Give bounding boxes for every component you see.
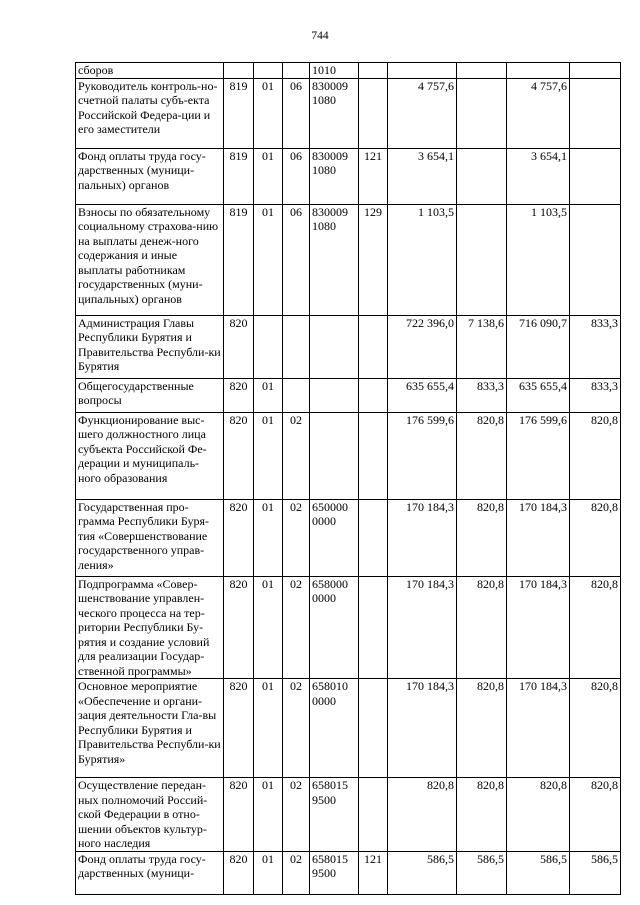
subsection-code (283, 63, 310, 79)
row-name: Осуществление передан-ных полномочий Россий-ской Федерации в отно-шении объектов культур-ного наследия (76, 778, 224, 852)
amount-federal-next-year: 820,8 (570, 499, 621, 576)
amount-total: 820,8 (388, 778, 457, 852)
amount-next-year: 586,5 (507, 851, 570, 894)
target-article-code: 658010 0000 (310, 679, 359, 778)
target-article-code (310, 412, 359, 499)
org-code: 820 (224, 315, 254, 378)
amount-federal-next-year (570, 78, 621, 148)
amount-federal-next-year: 833,3 (570, 315, 621, 378)
subsection-code: 06 (283, 204, 310, 315)
section-code: 01 (254, 378, 283, 412)
row-name: Основное мероприятие «Обеспечение и органи-зация деятельности Гла-вы Республики Бурятия и Правительства Республи-ки Бурятия» (76, 679, 224, 778)
row-name: Общегосударственные вопросы (76, 378, 224, 412)
amount-federal-next-year (570, 63, 621, 79)
subsection-code: 02 (283, 778, 310, 852)
amount-next-year: 820,8 (507, 778, 570, 852)
section-code: 01 (254, 204, 283, 315)
amount-federal-next-year: 820,8 (570, 778, 621, 852)
table-row (76, 778, 621, 852)
target-article-code: 650000 0000 (310, 499, 359, 576)
table-row (76, 78, 621, 148)
amount-federal: 833,3 (457, 378, 507, 412)
amount-federal: 586,5 (457, 851, 507, 894)
amount-next-year: 170 184,3 (507, 679, 570, 778)
section-code: 01 (254, 576, 283, 679)
row-name: Фонд оплаты труда госу-дарственных (муници- (76, 851, 224, 894)
org-code: 820 (224, 499, 254, 576)
target-article-code: 658000 0000 (310, 576, 359, 679)
target-article-code: 830009 1080 (310, 204, 359, 315)
section-code: 01 (254, 412, 283, 499)
org-code: 820 (224, 412, 254, 499)
amount-next-year: 170 184,3 (507, 499, 570, 576)
table-row (76, 679, 621, 778)
expense-type-code (359, 412, 388, 499)
target-article-code: 1010 (310, 63, 359, 79)
page-number: 744 (311, 30, 329, 42)
table-row (76, 576, 621, 679)
org-code: 819 (224, 78, 254, 148)
section-code (254, 63, 283, 79)
target-article-code: 830009 1080 (310, 78, 359, 148)
org-code: 820 (224, 851, 254, 894)
expense-type-code (359, 63, 388, 79)
target-article-code (310, 315, 359, 378)
section-code: 01 (254, 148, 283, 204)
amount-federal (457, 63, 507, 79)
amount-federal: 820,8 (457, 778, 507, 852)
table-row (76, 204, 621, 315)
org-code (224, 63, 254, 79)
org-code: 820 (224, 679, 254, 778)
section-code: 01 (254, 679, 283, 778)
subsection-code: 06 (283, 148, 310, 204)
org-code: 819 (224, 148, 254, 204)
amount-federal-next-year: 820,8 (570, 412, 621, 499)
target-article-code: 658015 9500 (310, 851, 359, 894)
amount-total (388, 63, 457, 79)
row-name: Функционирование выс-шего должностного лица субъекта Российской Фе-дерации и муниципаль-ного образования (76, 412, 224, 499)
amount-federal: 820,8 (457, 679, 507, 778)
row-name: сборов (76, 63, 224, 79)
amount-federal-next-year (570, 204, 621, 315)
table-row (76, 63, 621, 79)
amount-federal (457, 204, 507, 315)
expense-type-code (359, 78, 388, 148)
expense-type-code (359, 679, 388, 778)
row-name: Взносы по обязательному социальному страхова-нию на выплаты денеж-ного содержания и иные выплаты работникам государственных (муни-ципальных) органов (76, 204, 224, 315)
target-article-code: 830009 1080 (310, 148, 359, 204)
row-name: Администрация Главы Республики Бурятия и Правительства Республи-ки Бурятия (76, 315, 224, 378)
row-name: Подпрограмма «Совер-шенствование управлен-ческого процесса на тер-ритории Республики Бу-рятия и создание условий для реализации Государ-ственной программы» (76, 576, 224, 679)
target-article-code (310, 378, 359, 412)
amount-federal-next-year: 820,8 (570, 576, 621, 679)
amount-federal: 820,8 (457, 412, 507, 499)
expense-type-code: 121 (359, 851, 388, 894)
org-code: 820 (224, 576, 254, 679)
table-row (76, 148, 621, 204)
amount-federal: 820,8 (457, 499, 507, 576)
table-row (76, 378, 621, 412)
section-code: 01 (254, 778, 283, 852)
expense-type-code (359, 378, 388, 412)
amount-total: 176 599,6 (388, 412, 457, 499)
amount-total: 170 184,3 (388, 499, 457, 576)
amount-total: 170 184,3 (388, 576, 457, 679)
org-code: 820 (224, 378, 254, 412)
amount-total: 4 757,6 (388, 78, 457, 148)
amount-federal: 820,8 (457, 576, 507, 679)
subsection-code: 06 (283, 78, 310, 148)
amount-total: 1 103,5 (388, 204, 457, 315)
table-row (76, 412, 621, 499)
subsection-code (283, 315, 310, 378)
amount-total: 586,5 (388, 851, 457, 894)
amount-federal-next-year: 833,3 (570, 378, 621, 412)
expense-type-code (359, 576, 388, 679)
amount-next-year: 3 654,1 (507, 148, 570, 204)
amount-federal: 7 138,6 (457, 315, 507, 378)
amount-next-year (507, 63, 570, 79)
expense-type-code (359, 778, 388, 852)
subsection-code: 02 (283, 679, 310, 778)
table-row (76, 851, 621, 894)
subsection-code: 02 (283, 412, 310, 499)
amount-federal-next-year (570, 148, 621, 204)
amount-next-year: 4 757,6 (507, 78, 570, 148)
amount-next-year: 635 655,4 (507, 378, 570, 412)
amount-next-year: 716 090,7 (507, 315, 570, 378)
section-code: 01 (254, 851, 283, 894)
amount-federal (457, 78, 507, 148)
org-code: 820 (224, 778, 254, 852)
section-code (254, 315, 283, 378)
subsection-code (283, 378, 310, 412)
expense-type-code: 121 (359, 148, 388, 204)
amount-total: 722 396,0 (388, 315, 457, 378)
subsection-code: 02 (283, 851, 310, 894)
table-row (76, 315, 621, 378)
row-name: Руководитель контроль-но-счетной палаты субъ-екта Российской Федера-ции и его заместители (76, 78, 224, 148)
table-row (76, 499, 621, 576)
org-code: 819 (224, 204, 254, 315)
expense-type-code (359, 499, 388, 576)
amount-total: 3 654,1 (388, 148, 457, 204)
amount-federal-next-year: 586,5 (570, 851, 621, 894)
amount-total: 635 655,4 (388, 378, 457, 412)
budget-table (75, 62, 621, 895)
amount-federal (457, 148, 507, 204)
expense-type-code (359, 315, 388, 378)
amount-next-year: 176 599,6 (507, 412, 570, 499)
section-code: 01 (254, 78, 283, 148)
target-article-code: 658015 9500 (310, 778, 359, 852)
row-name: Фонд оплаты труда госу-дарственных (муници-пальных) органов (76, 148, 224, 204)
amount-total: 170 184,3 (388, 679, 457, 778)
amount-federal-next-year: 820,8 (570, 679, 621, 778)
section-code: 01 (254, 499, 283, 576)
subsection-code: 02 (283, 576, 310, 679)
expense-type-code: 129 (359, 204, 388, 315)
amount-next-year: 1 103,5 (507, 204, 570, 315)
subsection-code: 02 (283, 499, 310, 576)
amount-next-year: 170 184,3 (507, 576, 570, 679)
row-name: Государственная про-грамма Республики Буря-тия «Совершенствование государственного управ-ления» (76, 499, 224, 576)
